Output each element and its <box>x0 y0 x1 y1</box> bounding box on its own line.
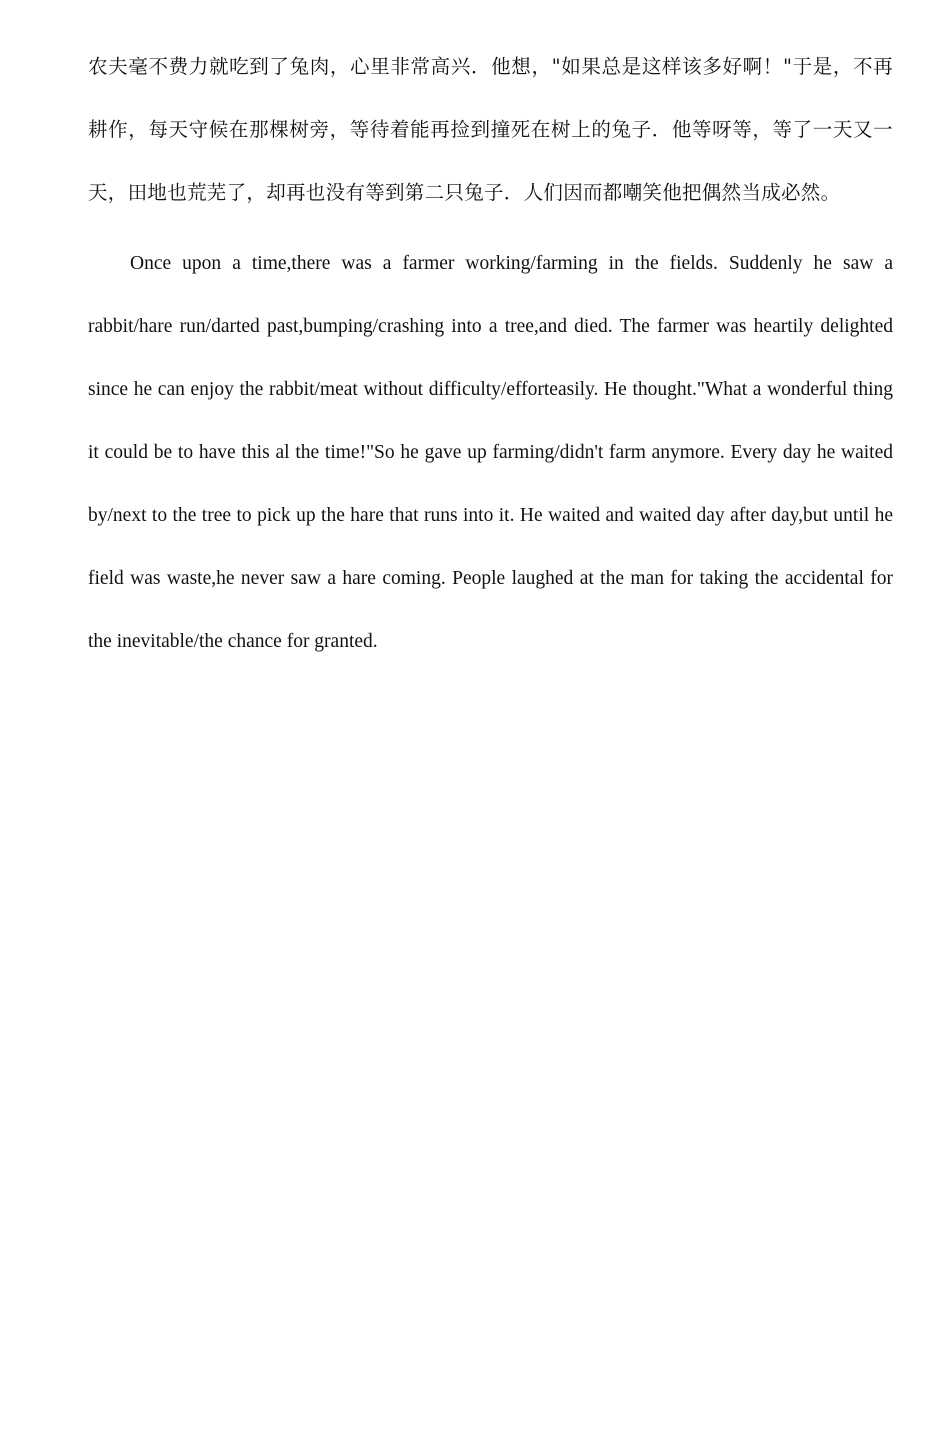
document-page <box>88 0 893 673</box>
english-translation-paragraph: Once upon a time,there was a farmer working/farming in the fields. Suddenly he saw a rabbit/hare run/darted past,bumping/crashing into a tree,and died. The farmer was heartily delighted since he can enjoy the rabbit/meat without difficulty/efforteasily. He thought."What a wonderful thing it could be to have this al the time!"So he gave up farming/didn't farm anymore. Every day he waited by/next to the tree to pick up the hare that runs into it. He waited and waited day after day,but until he field was waste,he never saw a hare coming. People laughed at the man for taking the accidental for the inevitable/the chance for granted. <box>88 253 893 652</box>
chinese-story-paragraph: 农夫毫不费力就吃到了兔肉，心里非常高兴．他想，"如果总是这样该多好啊！"于是，不再耕作，每天守候在那棵树旁，等待着能再捡到撞死在树上的兔子．他等呀等，等了一天又一天，田地也荒芜了，却再也没有等到第二只兔子．人们因而都嘲笑他把偶然当成必然。 <box>88 55 893 204</box>
